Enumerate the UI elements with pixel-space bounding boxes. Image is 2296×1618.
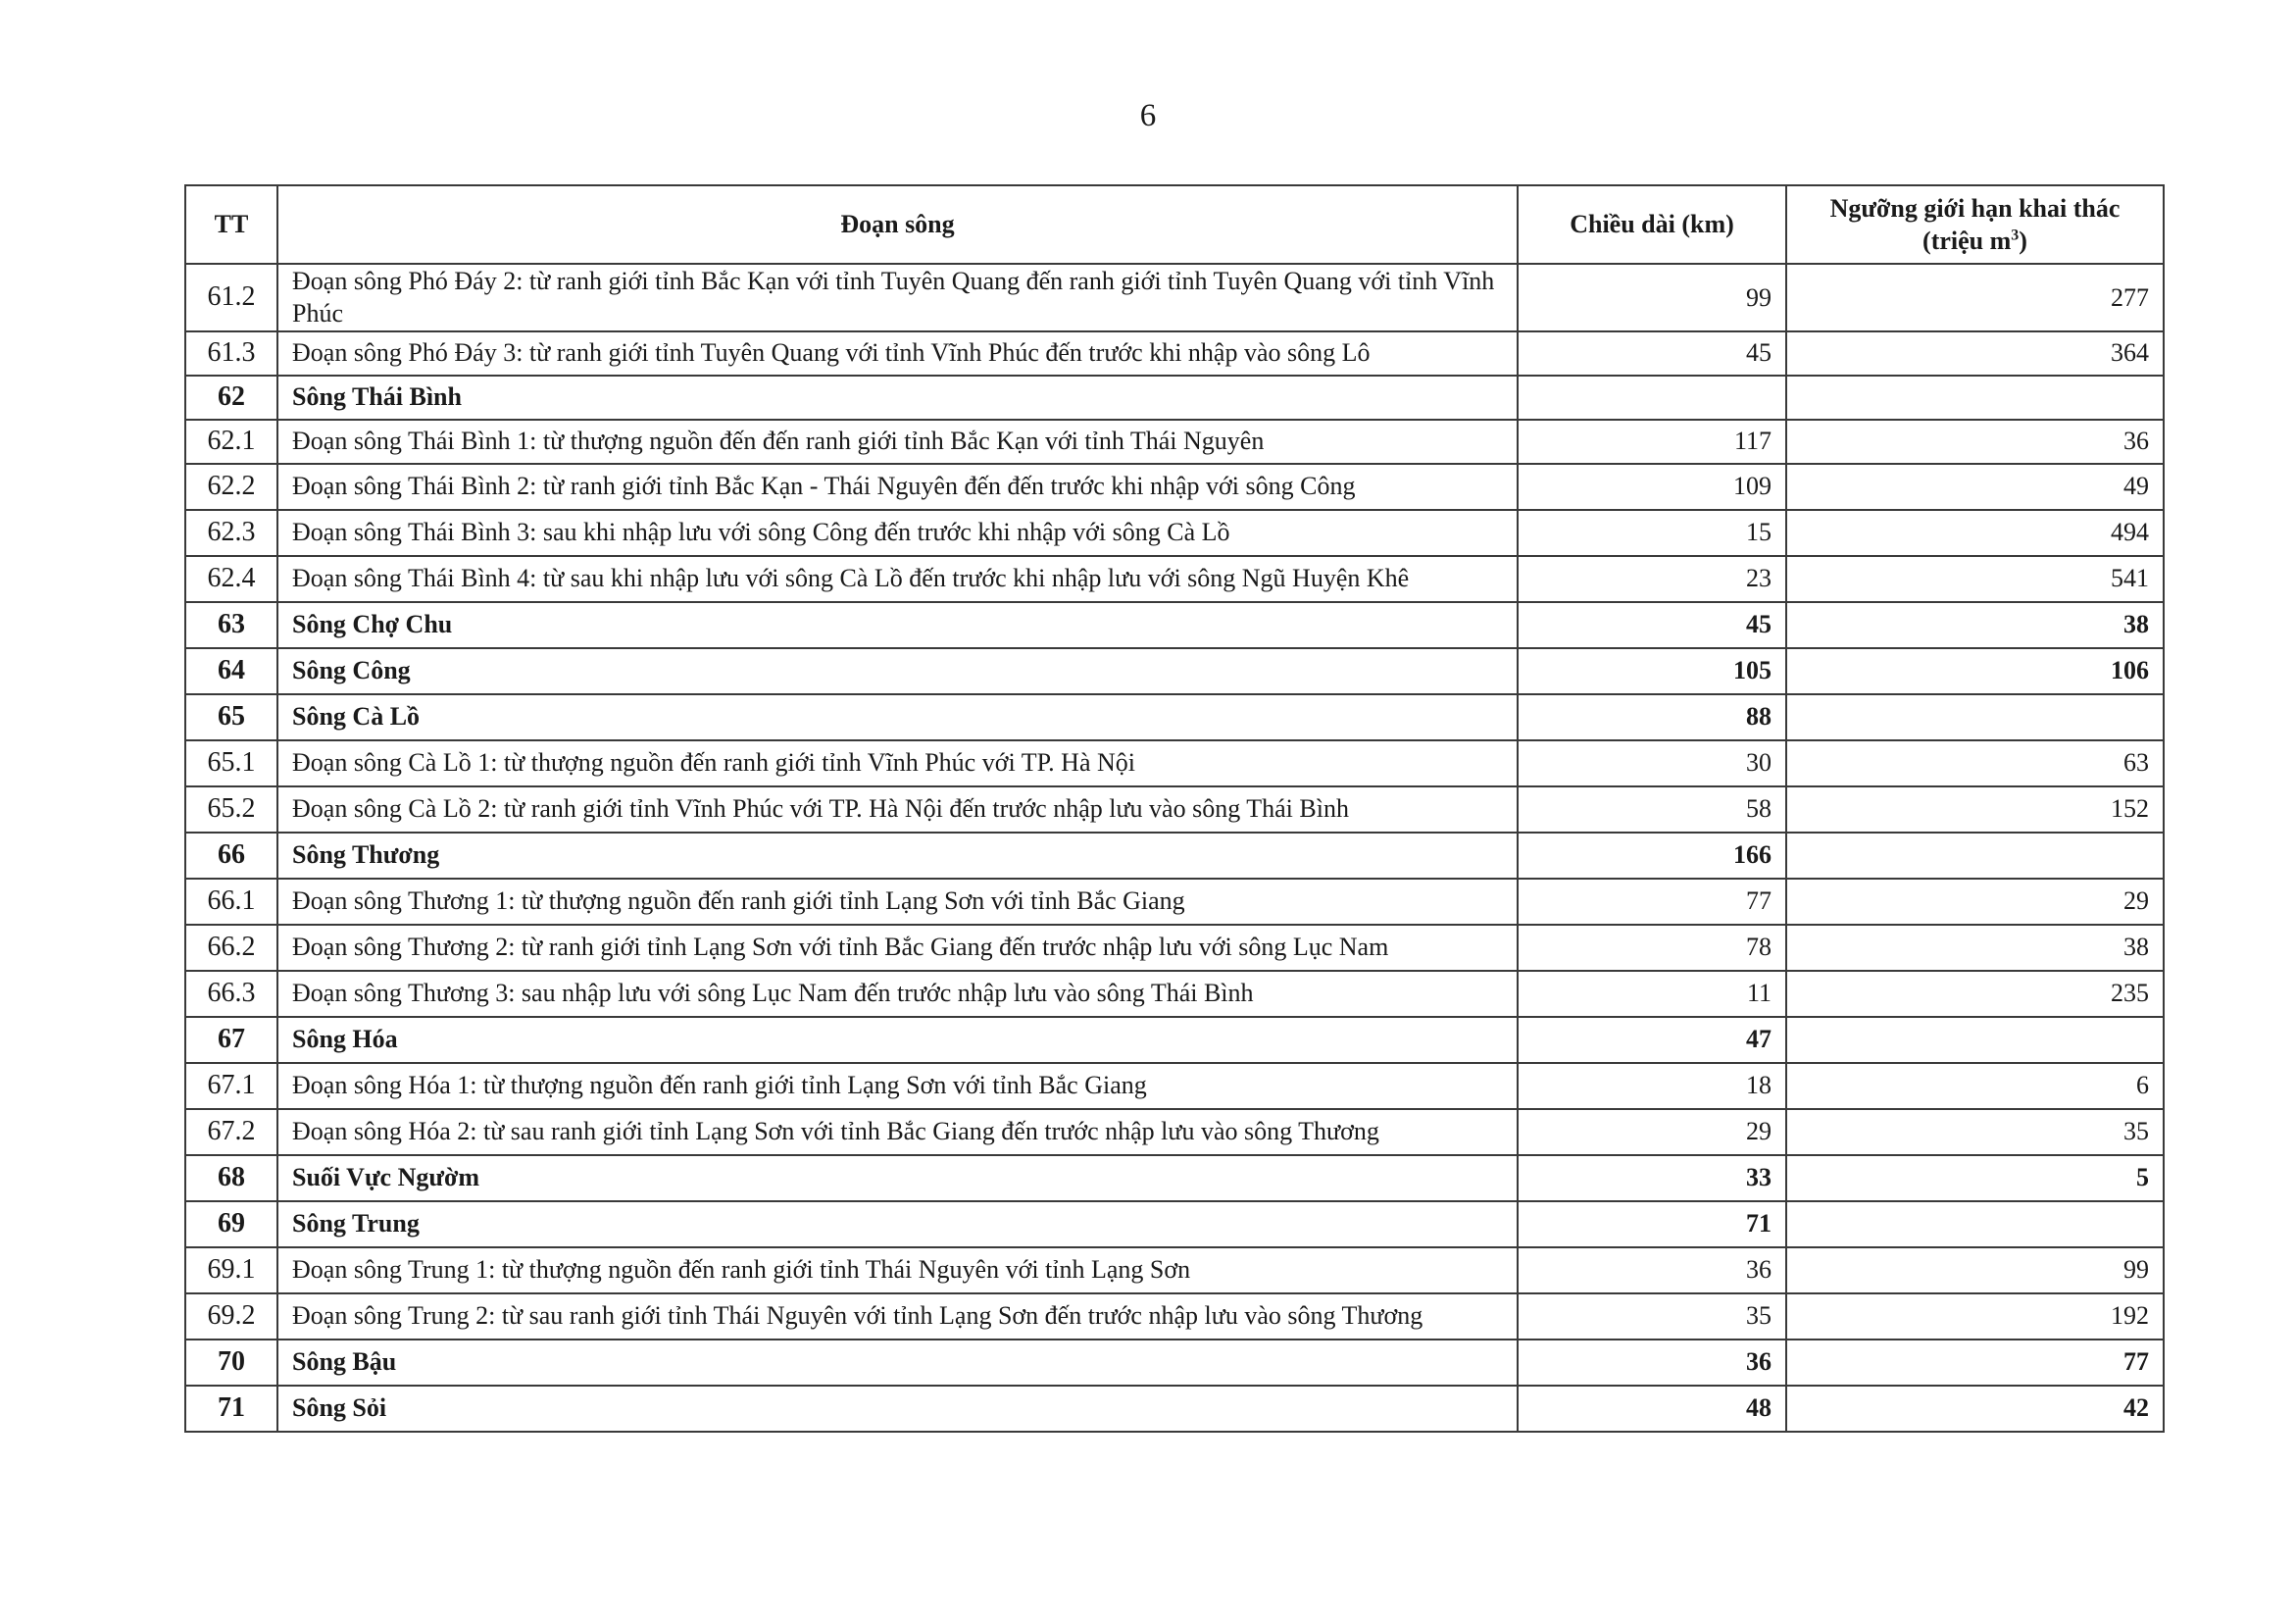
cell-tt: 64 xyxy=(185,648,277,694)
cell-length: 78 xyxy=(1518,925,1786,971)
cell-threshold: 49 xyxy=(1786,464,2164,510)
cell-segment-name: Sông Hóa xyxy=(277,1017,1518,1063)
cell-threshold xyxy=(1786,1017,2164,1063)
cell-tt: 67 xyxy=(185,1017,277,1063)
cell-tt: 62.4 xyxy=(185,556,277,602)
cell-length: 15 xyxy=(1518,510,1786,556)
cell-length: 30 xyxy=(1518,740,1786,786)
cell-segment-name: Đoạn sông Hóa 2: từ sau ranh giới tỉnh Lạng Sơn với tỉnh Bắc Giang đến trước nhập lưu vào sông Thương xyxy=(277,1109,1518,1155)
cell-segment-name: Suối Vực Ngườm xyxy=(277,1155,1518,1201)
table-row xyxy=(185,1155,2164,1201)
cell-tt: 66.3 xyxy=(185,971,277,1017)
table-row xyxy=(185,1201,2164,1247)
cell-threshold: 277 xyxy=(1786,264,2164,331)
table-row xyxy=(185,1386,2164,1432)
header-row xyxy=(185,185,2164,264)
cell-tt: 66 xyxy=(185,833,277,879)
cell-tt: 61.3 xyxy=(185,331,277,376)
cell-length: 18 xyxy=(1518,1063,1786,1109)
cell-threshold: 6 xyxy=(1786,1063,2164,1109)
header-threshold-line1: Ngưỡng giới hạn khai thác xyxy=(1829,193,2121,223)
cell-segment-name: Đoạn sông Hóa 1: từ thượng nguồn đến ranh giới tỉnh Lạng Sơn với tỉnh Bắc Giang xyxy=(277,1063,1518,1109)
table-row xyxy=(185,420,2164,464)
cell-length: 166 xyxy=(1518,833,1786,879)
header-segment-name: Đoạn sông xyxy=(277,185,1518,264)
cell-threshold: 77 xyxy=(1786,1340,2164,1386)
cell-segment-name: Sông Thương xyxy=(277,833,1518,879)
cell-length: 99 xyxy=(1518,264,1786,331)
table-row xyxy=(185,971,2164,1017)
cell-tt: 69.1 xyxy=(185,1247,277,1293)
cell-length: 58 xyxy=(1518,786,1786,833)
cell-threshold xyxy=(1786,376,2164,420)
cell-threshold: 63 xyxy=(1786,740,2164,786)
cell-threshold: 541 xyxy=(1786,556,2164,602)
cell-segment-name: Đoạn sông Thái Bình 3: sau khi nhập lưu với sông Công đến trước khi nhập với sông Cà Lồ xyxy=(277,510,1518,556)
table-row xyxy=(185,602,2164,648)
cell-threshold: 29 xyxy=(1786,879,2164,925)
cell-tt: 70 xyxy=(185,1340,277,1386)
table-row xyxy=(185,1247,2164,1293)
cell-segment-name: Đoạn sông Cà Lồ 2: từ ranh giới tỉnh Vĩnh Phúc với TP. Hà Nội đến trước nhập lưu vào sông Thái Bình xyxy=(277,786,1518,833)
cell-tt: 66.2 xyxy=(185,925,277,971)
cell-length: 23 xyxy=(1518,556,1786,602)
cell-segment-name: Đoạn sông Cà Lồ 1: từ thượng nguồn đến ranh giới tỉnh Vĩnh Phúc với TP. Hà Nội xyxy=(277,740,1518,786)
cell-tt: 62.1 xyxy=(185,420,277,464)
cell-threshold: 5 xyxy=(1786,1155,2164,1201)
cell-segment-name: Đoạn sông Trung 2: từ sau ranh giới tỉnh Thái Nguyên với tỉnh Lạng Sơn đến trước nhập lưu vào sông Thương xyxy=(277,1293,1518,1340)
cell-tt: 67.2 xyxy=(185,1109,277,1155)
cell-length: 45 xyxy=(1518,331,1786,376)
cell-threshold xyxy=(1786,833,2164,879)
river-segments-table xyxy=(184,184,2165,1433)
cell-tt: 61.2 xyxy=(185,264,277,331)
table-row xyxy=(185,376,2164,420)
cell-length: 109 xyxy=(1518,464,1786,510)
table-row xyxy=(185,786,2164,833)
cell-segment-name: Sông Bậu xyxy=(277,1340,1518,1386)
table-row xyxy=(185,740,2164,786)
cell-segment-name: Đoạn sông Phó Đáy 2: từ ranh giới tỉnh Bắc Kạn với tỉnh Tuyên Quang đến ranh giới tỉnh Tuyên Quang với tỉnh Vĩnh Phúc xyxy=(277,264,1518,331)
cell-segment-name: Đoạn sông Thương 3: sau nhập lưu với sông Lục Nam đến trước nhập lưu vào sông Thái Bình xyxy=(277,971,1518,1017)
cell-threshold: 99 xyxy=(1786,1247,2164,1293)
cell-tt: 65 xyxy=(185,694,277,740)
table-row xyxy=(185,925,2164,971)
cell-tt: 66.1 xyxy=(185,879,277,925)
cell-length: 105 xyxy=(1518,648,1786,694)
cell-threshold: 38 xyxy=(1786,925,2164,971)
page-number: 6 xyxy=(1139,98,1157,133)
cell-length: 36 xyxy=(1518,1340,1786,1386)
cell-length: 35 xyxy=(1518,1293,1786,1340)
header-threshold-unit-sup: 3 xyxy=(2011,227,2020,244)
table-row xyxy=(185,464,2164,510)
table-row xyxy=(185,648,2164,694)
header-length: Chiều dài (km) xyxy=(1518,185,1786,264)
table-header xyxy=(185,185,2164,264)
table-row xyxy=(185,833,2164,879)
cell-threshold xyxy=(1786,1201,2164,1247)
cell-threshold: 152 xyxy=(1786,786,2164,833)
cell-segment-name: Đoạn sông Trung 1: từ thượng nguồn đến ranh giới tỉnh Thái Nguyên với tỉnh Lạng Sơn xyxy=(277,1247,1518,1293)
cell-length: 47 xyxy=(1518,1017,1786,1063)
table-row xyxy=(185,331,2164,376)
table-row xyxy=(185,879,2164,925)
cell-length: 71 xyxy=(1518,1201,1786,1247)
cell-threshold: 235 xyxy=(1786,971,2164,1017)
cell-segment-name: Sông Cà Lồ xyxy=(277,694,1518,740)
cell-length xyxy=(1518,376,1786,420)
table-row xyxy=(185,510,2164,556)
table-row xyxy=(185,1340,2164,1386)
table-body xyxy=(185,264,2164,1432)
header-threshold-unit-prefix: (triệu m xyxy=(1922,227,2012,255)
table-row xyxy=(185,1017,2164,1063)
cell-threshold: 106 xyxy=(1786,648,2164,694)
table-row xyxy=(185,1109,2164,1155)
cell-tt: 65.1 xyxy=(185,740,277,786)
cell-segment-name: Sông Chợ Chu xyxy=(277,602,1518,648)
header-threshold-unit-suffix: ) xyxy=(2019,227,2027,255)
cell-segment-name: Đoạn sông Thái Bình 4: từ sau khi nhập lưu với sông Cà Lồ đến trước khi nhập lưu với sông Ngũ Huyện Khê xyxy=(277,556,1518,602)
cell-segment-name: Đoạn sông Phó Đáy 3: từ ranh giới tỉnh Tuyên Quang với tỉnh Vĩnh Phúc đến trước khi nhập vào sông Lô xyxy=(277,331,1518,376)
cell-tt: 68 xyxy=(185,1155,277,1201)
cell-segment-name: Đoạn sông Thương 2: từ ranh giới tỉnh Lạng Sơn với tỉnh Bắc Giang đến trước nhập lưu với sông Lục Nam xyxy=(277,925,1518,971)
cell-length: 45 xyxy=(1518,602,1786,648)
cell-threshold: 36 xyxy=(1786,420,2164,464)
cell-tt: 62.3 xyxy=(185,510,277,556)
cell-threshold: 494 xyxy=(1786,510,2164,556)
cell-threshold: 364 xyxy=(1786,331,2164,376)
table-row xyxy=(185,556,2164,602)
cell-tt: 62 xyxy=(185,376,277,420)
cell-segment-name: Đoạn sông Thương 1: từ thượng nguồn đến ranh giới tỉnh Lạng Sơn với tỉnh Bắc Giang xyxy=(277,879,1518,925)
cell-segment-name: Đoạn sông Thái Bình 1: từ thượng nguồn đến đến ranh giới tỉnh Bắc Kạn với tỉnh Thái Nguyên xyxy=(277,420,1518,464)
header-threshold xyxy=(1786,185,2164,264)
cell-segment-name: Sông Sỏi xyxy=(277,1386,1518,1432)
cell-length: 33 xyxy=(1518,1155,1786,1201)
cell-threshold: 192 xyxy=(1786,1293,2164,1340)
cell-threshold: 38 xyxy=(1786,602,2164,648)
cell-segment-name: Sông Công xyxy=(277,648,1518,694)
cell-segment-name: Sông Thái Bình xyxy=(277,376,1518,420)
table-row xyxy=(185,694,2164,740)
cell-length: 36 xyxy=(1518,1247,1786,1293)
cell-length: 77 xyxy=(1518,879,1786,925)
table-row xyxy=(185,1063,2164,1109)
table-row xyxy=(185,264,2164,331)
cell-segment-name: Đoạn sông Thái Bình 2: từ ranh giới tỉnh Bắc Kạn - Thái Nguyên đến đến trước khi nhập với sông Công xyxy=(277,464,1518,510)
table-row xyxy=(185,1293,2164,1340)
cell-length: 11 xyxy=(1518,971,1786,1017)
cell-tt: 69 xyxy=(185,1201,277,1247)
cell-tt: 65.2 xyxy=(185,786,277,833)
header-tt: TT xyxy=(185,185,277,264)
cell-threshold: 35 xyxy=(1786,1109,2164,1155)
cell-threshold: 42 xyxy=(1786,1386,2164,1432)
cell-tt: 71 xyxy=(185,1386,277,1432)
cell-segment-name: Sông Trung xyxy=(277,1201,1518,1247)
cell-tt: 62.2 xyxy=(185,464,277,510)
cell-tt: 69.2 xyxy=(185,1293,277,1340)
cell-length: 48 xyxy=(1518,1386,1786,1432)
cell-length: 117 xyxy=(1518,420,1786,464)
cell-length: 29 xyxy=(1518,1109,1786,1155)
cell-length: 88 xyxy=(1518,694,1786,740)
cell-tt: 63 xyxy=(185,602,277,648)
cell-tt: 67.1 xyxy=(185,1063,277,1109)
cell-threshold xyxy=(1786,694,2164,740)
